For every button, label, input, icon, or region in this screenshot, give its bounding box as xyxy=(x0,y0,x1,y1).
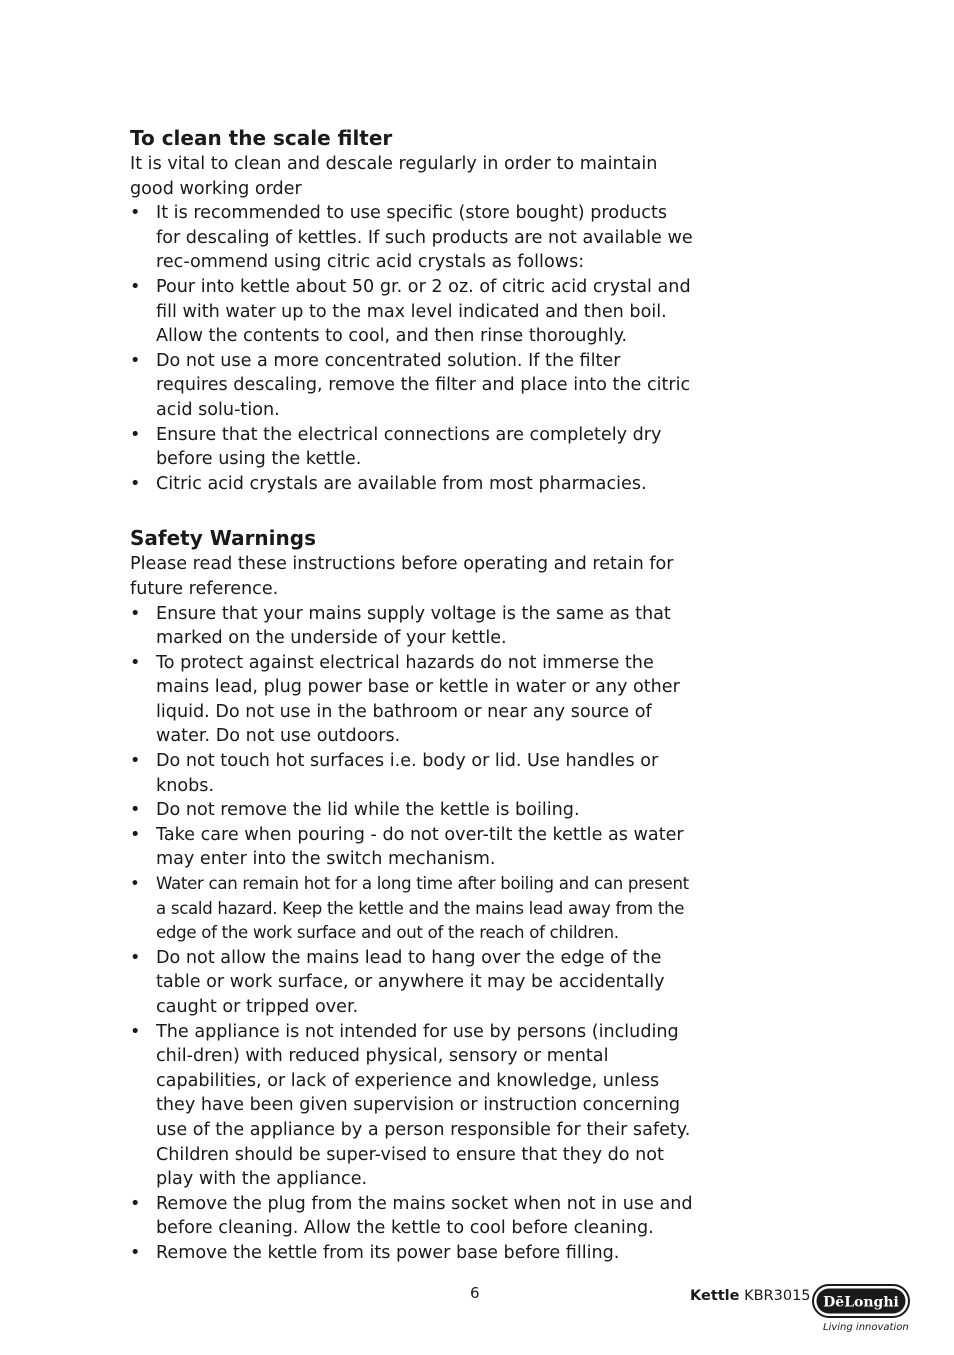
bullet-icon: • xyxy=(130,947,141,968)
bullet-icon: • xyxy=(130,276,141,297)
list-item: • Take care when pouring - do not over-tilt the kettle as water may enter into the switch mechanism. xyxy=(130,824,684,870)
document-body xyxy=(130,124,695,1266)
list-item: • It is recommended to use specific (store bought) products for descaling of kettles. If such products are not available we rec-ommend using citric acid crystals as follows: xyxy=(130,203,693,273)
scale-filter-heading: To clean the scale filter xyxy=(130,126,393,150)
scale-filter-section xyxy=(130,124,695,496)
list-item: • Do not allow the mains lead to hang over the edge of the table or work surface, or anywhere it may be accidentally caught or tripped over. xyxy=(130,947,665,1017)
brand-wordmark: DēLonghi xyxy=(823,1294,899,1311)
bullet-icon: • xyxy=(130,350,141,371)
scale-filter-intro: It is vital to clean and descale regularly in order to maintain good working order xyxy=(130,154,658,199)
bullet-icon: • xyxy=(130,874,140,894)
bullet-icon: • xyxy=(130,824,141,845)
safety-warnings-section xyxy=(130,524,695,1265)
bullet-icon: • xyxy=(130,603,141,624)
list-item: • The appliance is not intended for use by persons (including chil-dren) with reduced physical, sensory or mental capabilities, or lack of experience and knowledge, unless they have been given supervision or instruction concerning use of the appliance by a person responsible for their safety. Children should be super-vised to ensure that they do not play with the appliance. xyxy=(130,1021,691,1190)
bullet-icon: • xyxy=(130,800,141,821)
safety-warnings-list xyxy=(130,602,695,1266)
product-label: Kettle xyxy=(690,1288,740,1304)
list-item: • Citric acid crystals are available from most pharmacies. xyxy=(130,472,695,497)
bullet-icon: • xyxy=(130,473,141,494)
bullet-icon: • xyxy=(130,1021,141,1042)
model-number: KBR3015 xyxy=(744,1288,811,1304)
bullet-icon: • xyxy=(130,1193,141,1214)
safety-warnings-heading: Safety Warnings xyxy=(130,526,316,551)
list-item: • Ensure that your mains supply voltage is the same as that marked on the underside of your kettle. xyxy=(130,603,671,649)
list-item: • To protect against electrical hazards do not immerse the mains lead, plug power base or kettle in water or any other liquid. Do not use in the bathroom or near any source of water. Do not use outdoors. xyxy=(130,652,680,747)
list-item: • Do not touch hot surfaces i.e. body or lid. Use handles or knobs. xyxy=(130,751,659,796)
scale-filter-list xyxy=(130,201,695,496)
list-item: • Water can remain hot for a long time after boiling and can present a scald hazard. Keep the kettle and the mains lead away from the edge of the work surface and out of the reach of children. xyxy=(130,874,689,943)
product-model xyxy=(690,1288,811,1304)
page-number: 6 xyxy=(470,1284,480,1302)
brand-tagline: Living innovation xyxy=(823,1322,909,1333)
delonghi-logo xyxy=(812,1284,910,1318)
bullet-icon: • xyxy=(130,652,141,673)
list-item: • Ensure that the electrical connections are completely dry before using the kettle. xyxy=(130,424,662,470)
safety-warnings-intro: Please read these instructions before operating and retain for future reference. xyxy=(130,554,674,599)
list-item: • Remove the kettle from its power base before filling. xyxy=(130,1241,695,1266)
list-item: • Pour into kettle about 50 gr. or 2 oz. of citric acid crystal and fill with water up to the max level indicated and then boil. Allow the contents to cool, and then rinse thoroughly. xyxy=(130,276,691,347)
bullet-icon: • xyxy=(130,424,141,445)
delonghi-logo-icon xyxy=(812,1284,910,1318)
bullet-icon: • xyxy=(130,751,141,772)
bullet-icon: • xyxy=(130,1242,141,1263)
list-item: • Do not remove the lid while the kettle is boiling. xyxy=(130,798,695,823)
list-item: • Do not use a more concentrated solution. If the filter requires descaling, remove the filter and place into the citric acid solu-tion. xyxy=(130,350,691,420)
list-item: • Remove the plug from the mains socket when not in use and before cleaning. Allow the kettle to cool before cleaning. xyxy=(130,1193,693,1239)
bullet-icon: • xyxy=(130,203,141,224)
